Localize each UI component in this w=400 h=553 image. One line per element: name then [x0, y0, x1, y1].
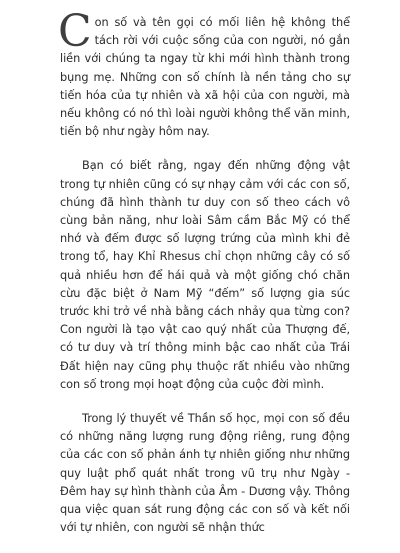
paragraph-intro-text: on số và tên gọi có mối liên hệ không thể tách rời với cuộc sống của con người, nó gắn liền với chúng ta ngay từ khi mới hình thành trong bụng mẹ. Những con số chính là nền tảng cho sự tiến hóa của tự nhiên và xã hội của con người, mà nếu không có nó thì loài người không thể văn minh, tiến bộ như ngày hôm nay. — [60, 16, 350, 139]
paragraph-animals: Bạn có biết rằng, ngay đến những động vật trong tự nhiên cũng có sự nhạy cảm với các con số, chúng đã hình thành tư duy con số theo cách vô cùng bản năng, như loài Sâm cầm Bắc Mỹ có thể nhớ và đếm được số lượng trứng của mình khi đẻ trong tổ, hay Khỉ Rhesus chỉ chọn những cây có số quả nhiều hơn để hái quả và một giống chó chăn cừu đặc biệt ở Nam Mỹ “đếm” số lượng gia súc trước khi trở về nhà bằng cách nhảy qua từng con? Con người là tạo vật cao quý nhất của Thượng đế, có tư duy và trí thông minh bậc cao nhất của Trái Đất hiện nay cũng phụ thuộc rất nhiều vào những con số trong mọi hoạt động của cuộc đời mình. — [60, 159, 350, 391]
paragraph-intro — [58, 6, 350, 141]
document-page — [58, 6, 350, 553]
paragraph-numerology: Trong lý thuyết về Thần số học, mọi con số đều có những năng lượng rung động riêng, rung động của các con số phản ánh tự nhiên giống như những quy luật phổ quát nhất trong vũ trụ như Ngày - Đêm hay sự hình thành của Âm - Dương vậy. Thông qua việc quan sát rung động các con số và kết nối với tự nhiên, con người sẽ nhận thức — [60, 412, 350, 535]
drop-cap-letter: C — [58, 6, 92, 57]
